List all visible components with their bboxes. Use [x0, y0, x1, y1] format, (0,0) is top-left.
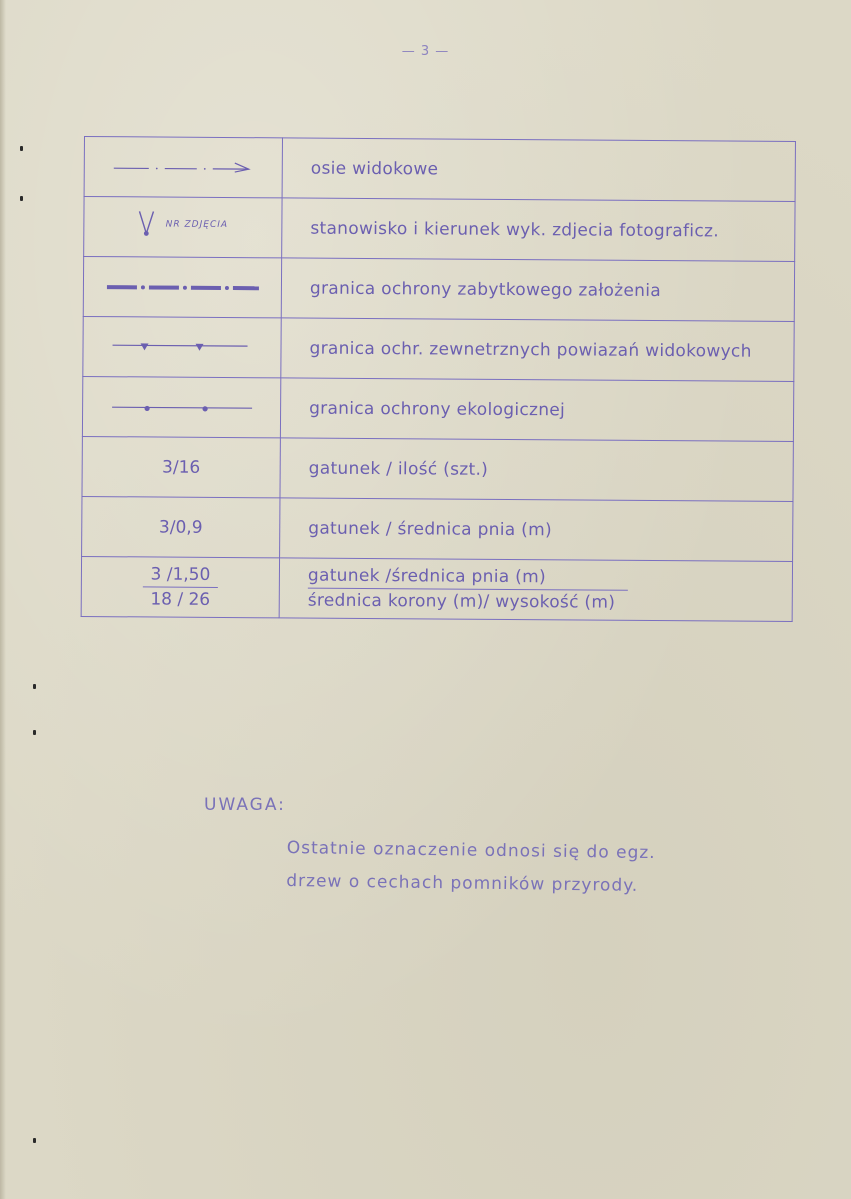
- note-line: drzew o cechach pomników przyrody.: [286, 870, 639, 896]
- legend-description: granica ochr. zewnetrznych powiazań widokowych: [281, 318, 794, 382]
- legend-symbol-cell: 3/16: [82, 436, 280, 497]
- legend-row: [82, 496, 793, 561]
- page-edge-shadow: [0, 0, 6, 1199]
- legend-row: [81, 556, 792, 621]
- dot-marker-line-icon: [107, 399, 257, 416]
- split-description: [308, 566, 628, 613]
- legend-row: [82, 436, 793, 501]
- binding-hole-mark: [33, 1138, 36, 1143]
- description-top: gatunek /średnica pnia (m): [308, 566, 628, 591]
- heavy-dash-dot-line-icon: [102, 280, 262, 295]
- legend-symbol-cell: [83, 316, 281, 377]
- legend-symbol-cell: [81, 556, 279, 617]
- legend-description: stanowisko i kierunek wyk. zdjecia fotograficz.: [282, 198, 795, 262]
- legend-symbol-cell: [82, 376, 280, 437]
- legend-symbol-cell: [83, 257, 281, 318]
- note-text: [286, 832, 656, 903]
- legend-symbol-cell: 3/0,9: [82, 496, 280, 557]
- legend-symbol-cell: [84, 197, 282, 258]
- legend-description: osie widokowe: [282, 138, 795, 202]
- fraction-denominator: 18 / 26: [150, 589, 211, 610]
- legend-description: granica ochrony zabytkowego założenia: [281, 258, 794, 322]
- binding-hole-mark: [33, 684, 36, 689]
- legend-row: [82, 376, 793, 441]
- description-bottom: średnica korony (m)/ wysokość (m): [307, 590, 616, 613]
- legend-description: granica ochrony ekologicznej: [280, 378, 793, 442]
- fraction-numerator: 3 /1,50: [142, 564, 218, 588]
- binding-hole-mark: [20, 196, 23, 201]
- view-axis-arrow-icon: [108, 157, 258, 178]
- legend-symbol-cell: [84, 137, 282, 198]
- legend-row: [84, 137, 795, 202]
- legend-row: [83, 316, 794, 381]
- legend-row: [83, 257, 794, 322]
- binding-hole-mark: [33, 730, 36, 735]
- legend-description: gatunek / ilość (szt.): [280, 438, 793, 502]
- note-title: UWAGA:: [204, 795, 286, 815]
- legend-description: gatunek / średnica pnia (m): [280, 498, 793, 562]
- legend-description: [279, 558, 792, 622]
- note-line: Ostatnie oznaczenie odnosi się do egz.: [286, 837, 656, 864]
- legend-table: [81, 136, 796, 622]
- tree-fraction: [142, 564, 218, 610]
- photo-number-label: NR ZDJĘCIA: [165, 219, 229, 231]
- binding-hole-mark: [20, 146, 23, 151]
- page-number: — 3 —: [401, 44, 450, 59]
- legend-row: [84, 197, 795, 262]
- triangle-marker-line-icon: [107, 339, 257, 356]
- photo-position-marker-icon: [138, 209, 156, 239]
